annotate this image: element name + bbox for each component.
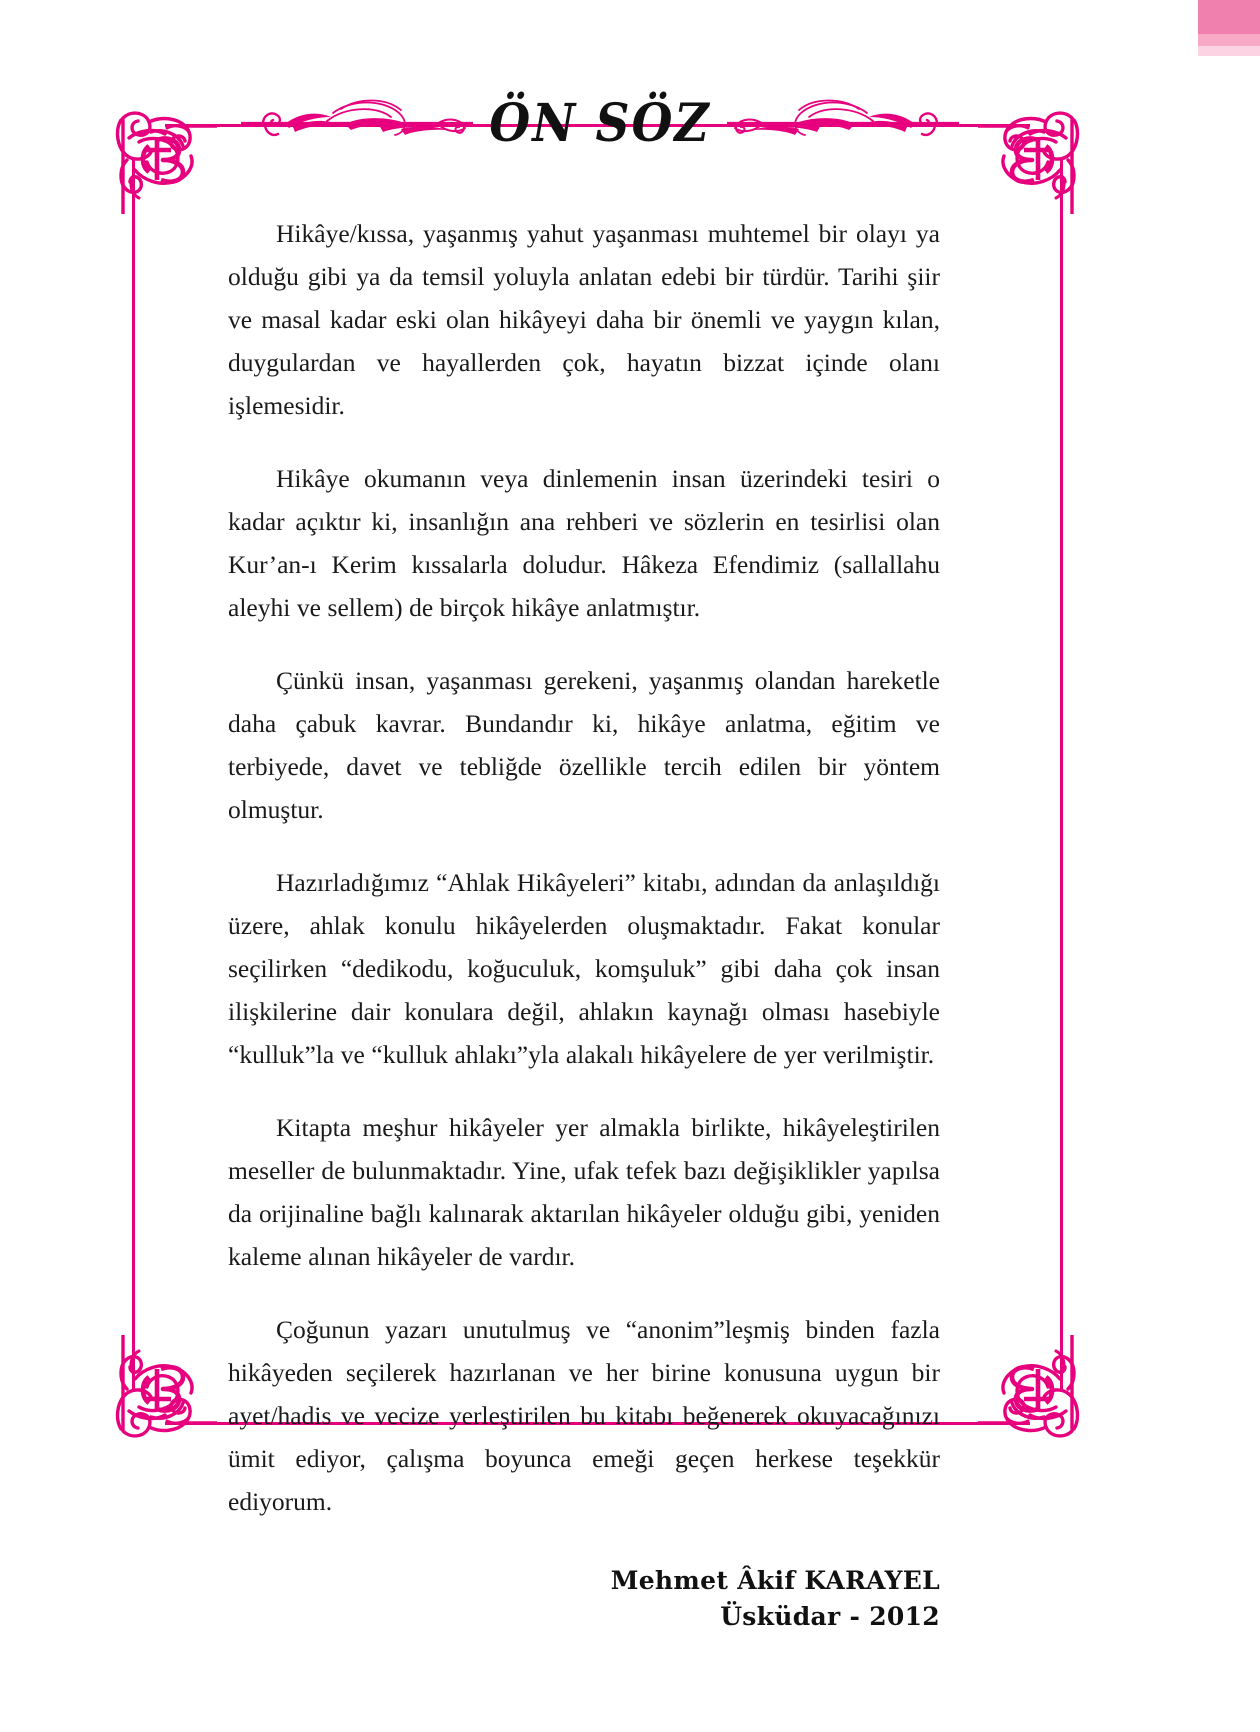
page-edge-tab-fade-2 bbox=[1198, 46, 1260, 56]
flourish-ornament-right-icon bbox=[727, 91, 959, 155]
paragraph: Kitapta meşhur hikâyeler yer almakla birlikte, hikâyeleştirilen meseller de bulunmaktadır. Yine, ufak tefek bazı değişiklikler yapılsa da orijinaline bağlı kalınarak aktarılan hikâyeler olduğu gibi, yeniden kaleme alınan hikâyeler de vardır. bbox=[228, 1113, 940, 1271]
page-title: ÖN SÖZ bbox=[489, 92, 711, 154]
signature-author: Mehmet Âkif KARAYEL bbox=[610, 1566, 940, 1595]
frame-line-right bbox=[1060, 160, 1063, 1392]
paragraph: Hazırladığımız “Ahlak Hikâyeleri” kitabı, adından da anlaşıldığı üzere, ahlak konulu hikâyelerden oluşmaktadır. Fakat konular seçilirken “dedikodu, koğuculuk, komşuluk” gibi daha çok insan ilişkilerine dair konulara değil, ahlakın kaynağı olması hasebiyle “kulluk”la ve “kulluk ahlakı”yla alakalı hikâyelere de yer verilmiştir. bbox=[228, 868, 940, 1069]
flourish-ornament-left-icon bbox=[241, 91, 473, 155]
paragraph: Hikâye/kıssa, yaşanmış yahut yaşanması muhtemel bir olayı ya olduğu gibi ya da temsil yoluyla anlatan edebi bir türdür. Tarihi şiir ve masal kadar eski olan hikâyeyi daha bir önemli ve yaygın kılan, duygulardan ve hayallerden çok, hayatın bizzat içinde olanı işlemesidir. bbox=[228, 219, 940, 420]
paragraph: Hikâye okumanın veya dinlemenin insan üzerindeki tesiri o kadar açıktır ki, insanlığın ana rehberi ve sözlerin en tesirlisi olan Kur’an-ı Kerim kıssalarla doludur. Hâkeza Efendimiz (sallallahu aleyhi ve sellem) de birçok hikâye anlatmıştır. bbox=[228, 464, 940, 622]
preface-content bbox=[228, 212, 940, 1635]
title-band bbox=[160, 80, 1040, 166]
signature-place-year: Üsküdar - 2012 bbox=[720, 1602, 940, 1631]
paragraph: Çünkü insan, yaşanması gerekeni, yaşanmış olandan hareketle daha çabuk kavrar. Bundandır ki, hikâye anlatma, eğitim ve terbiyede, davet ve tebliğde özellikle tercih edilen bir yöntem olmuştur. bbox=[228, 666, 940, 824]
page-edge-tab bbox=[1198, 0, 1260, 58]
frame-line-left bbox=[132, 160, 135, 1392]
page-edge-tab-solid bbox=[1198, 0, 1260, 38]
signature-block bbox=[228, 1563, 940, 1635]
knotwork-corner-ornament-icon bbox=[978, 1335, 1090, 1447]
paragraph: Çoğunun yazarı unutulmuş ve “anonim”leşmiş binden fazla hikâyeden seçilerek hazırlanan ve her birine konusuna uygun bir ayet/hadis ve vecize yerleştirilen bu kitabı beğenerek okuyacağınızı ümit ediyor, çalışma boyunca emeği geçen herkese teşekkür ediyorum. bbox=[228, 1315, 940, 1516]
knotwork-corner-ornament-icon bbox=[105, 1335, 217, 1447]
